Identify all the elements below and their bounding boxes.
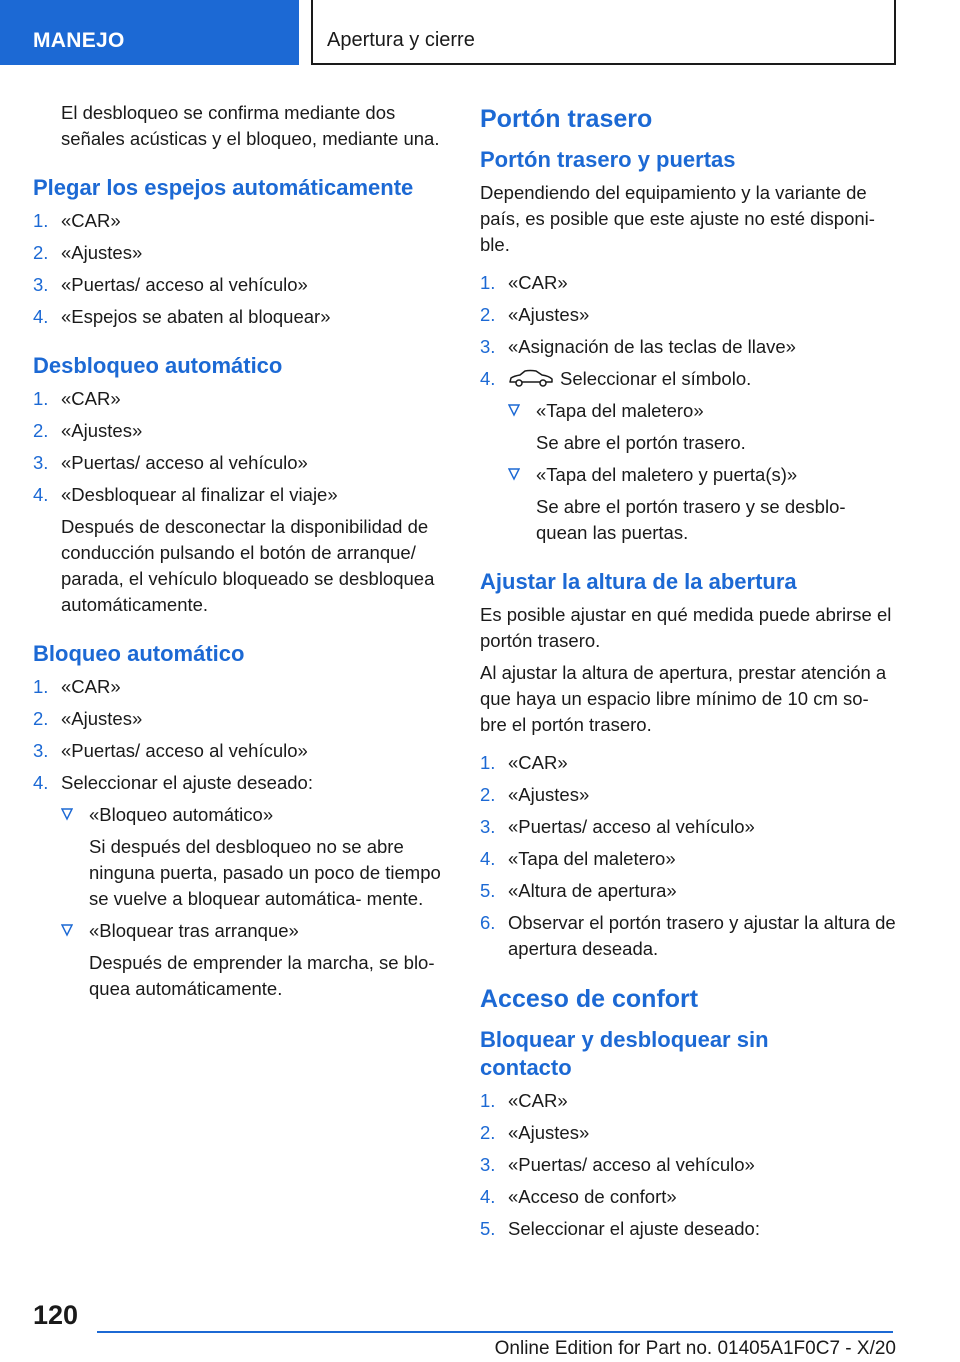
list-item: 4. «Tapa del maletero» — [480, 848, 676, 869]
header-section-label: MANEJO — [33, 29, 125, 52]
list-item: 1. «CAR» — [33, 388, 121, 409]
list-item: 2. «Ajustes» — [480, 784, 590, 805]
list-item: 3. «Puertas/ acceso al vehículo» — [33, 452, 308, 473]
opening-height-p1: Es posible ajustar en qué medida puede abrirse el portón trasero. — [480, 604, 892, 651]
list-item: 5. «Altura de apertura» — [480, 880, 677, 901]
triangle-bullet-icon — [508, 404, 520, 417]
list-item: 1. «CAR» — [33, 210, 121, 231]
footer-divider — [97, 1331, 893, 1333]
tailgate-doors-steps — [480, 270, 900, 546]
heading-contactless: Bloquear y desbloquear sin contacto — [480, 1027, 769, 1080]
list-item: 1. «CAR» — [480, 272, 568, 293]
triangle-bullet-icon — [61, 808, 73, 821]
option-item: «Bloqueo automático» Si después del desbloqueo no se abre ninguna puerta, pasado un poco de tiempo se vuelve a bloquear automática- mente. — [61, 802, 453, 912]
list-item: 2. «Ajustes» — [33, 708, 143, 729]
list-item: 6. Observar el portón trasero y ajustar la altura de apertura deseada. — [480, 912, 896, 959]
left-column — [33, 100, 453, 1008]
option-item: «Tapa del maletero» Se abre el portón trasero. — [508, 398, 900, 456]
option-item: «Bloquear tras arranque» Después de emprender la marcha, se blo- quea automáticamente. — [61, 918, 453, 1002]
header-chapter-label: Apertura y cierre — [327, 29, 475, 51]
list-item: 1. «CAR» — [480, 752, 568, 773]
list-item: 4. Seleccionar el ajuste deseado: «Bloqueo automático» Si después del desbloqueo no se abre ninguna puerta, pasado un poco de tiempo se vuelve a bloquear automática- mente. «Bloquear tras arranque» Después de emprender la marcha, se blo- quea automáticamente. — [33, 770, 453, 1002]
footer-edition: Online Edition for Part no. 01405A1F0C7 - X/20 — [494, 1338, 896, 1359]
list-item: 3. «Puertas/ acceso al vehículo» — [33, 740, 308, 761]
header-section-tab — [0, 0, 299, 65]
list-item: 3. «Puertas/ acceso al vehículo» — [480, 1154, 755, 1175]
opening-height-steps — [480, 750, 900, 962]
intro-paragraph: El desbloqueo se confirma mediante dos señales acústicas y el bloqueo, mediante una. — [61, 102, 440, 149]
list-item: 4. «Espejos se abaten al bloquear» — [33, 306, 331, 327]
list-item: 2. «Ajustes» — [33, 242, 143, 263]
heading-auto-unlock: Desbloqueo automático — [33, 353, 283, 378]
list-item: 1. «CAR» — [33, 676, 121, 697]
fold-mirrors-steps — [33, 208, 453, 330]
list-item: 3. «Puertas/ acceso al vehículo» — [33, 274, 308, 295]
triangle-bullet-icon — [508, 468, 520, 481]
list-item: 4. «Desbloquear al finalizar el viaje» Después de desconectar la disponibilidad de conducción pulsando el botón de arranque/ parada, el vehículo bloqueado se desbloquea automáticamente. — [33, 482, 453, 618]
auto-unlock-note: Después de desconectar la disponibilidad de conducción pulsando el botón de arranque/ parada, el vehículo bloqueado se desbloquea automáticamente. — [61, 516, 435, 615]
option-item: «Tapa del maletero y puerta(s)» Se abre el portón trasero y se desblo- quean las puertas. — [508, 462, 900, 546]
heading-auto-lock: Bloqueo automático — [33, 641, 245, 666]
list-item: 4. Seleccionar el símbolo. «Tapa del maletero» Se abre el portón trasero. «Tapa del maletero y puerta(s)» Se abre el portón trasero y se desblo- quean las puertas. — [480, 366, 900, 546]
tailgate-doors-intro: Dependiendo del equipamiento y la variante de país, es posible que este ajuste no esté disponi- ble. — [480, 182, 875, 255]
heading-tailgate-doors: Portón trasero y puertas — [480, 147, 736, 172]
page-number: 120 — [33, 1300, 79, 1330]
list-item: 2. «Ajustes» — [480, 304, 590, 325]
opening-height-p2: Al ajustar la altura de apertura, prestar atención a que haya un espacio libre mínimo de 10 cm so- bre el portón trasero. — [480, 662, 887, 735]
list-item: 4. «Acceso de confort» — [480, 1186, 677, 1207]
car-icon — [508, 369, 554, 387]
heading-fold-mirrors: Plegar los espejos automáticamente — [33, 175, 414, 200]
list-item: 5. Seleccionar el ajuste deseado: — [480, 1218, 760, 1239]
header-chapter-box — [311, 0, 896, 65]
list-item: 1. «CAR» — [480, 1090, 568, 1111]
tailgate-doors-options — [508, 398, 900, 546]
list-item: 3. «Puertas/ acceso al vehículo» — [480, 816, 755, 837]
list-item: 3. «Asignación de las teclas de llave» — [480, 336, 796, 357]
right-column — [480, 100, 900, 1248]
heading-comfort-access: Acceso de confort — [480, 985, 699, 1013]
auto-unlock-steps — [33, 386, 453, 618]
triangle-bullet-icon — [61, 924, 73, 937]
contactless-steps — [480, 1088, 900, 1242]
list-item: 2. «Ajustes» — [480, 1122, 590, 1143]
heading-opening-height: Ajustar la altura de la abertura — [480, 569, 797, 594]
auto-lock-steps — [33, 674, 453, 1002]
heading-tailgate: Portón trasero — [480, 105, 653, 133]
list-item: 2. «Ajustes» — [33, 420, 143, 441]
auto-lock-options — [61, 802, 453, 1002]
